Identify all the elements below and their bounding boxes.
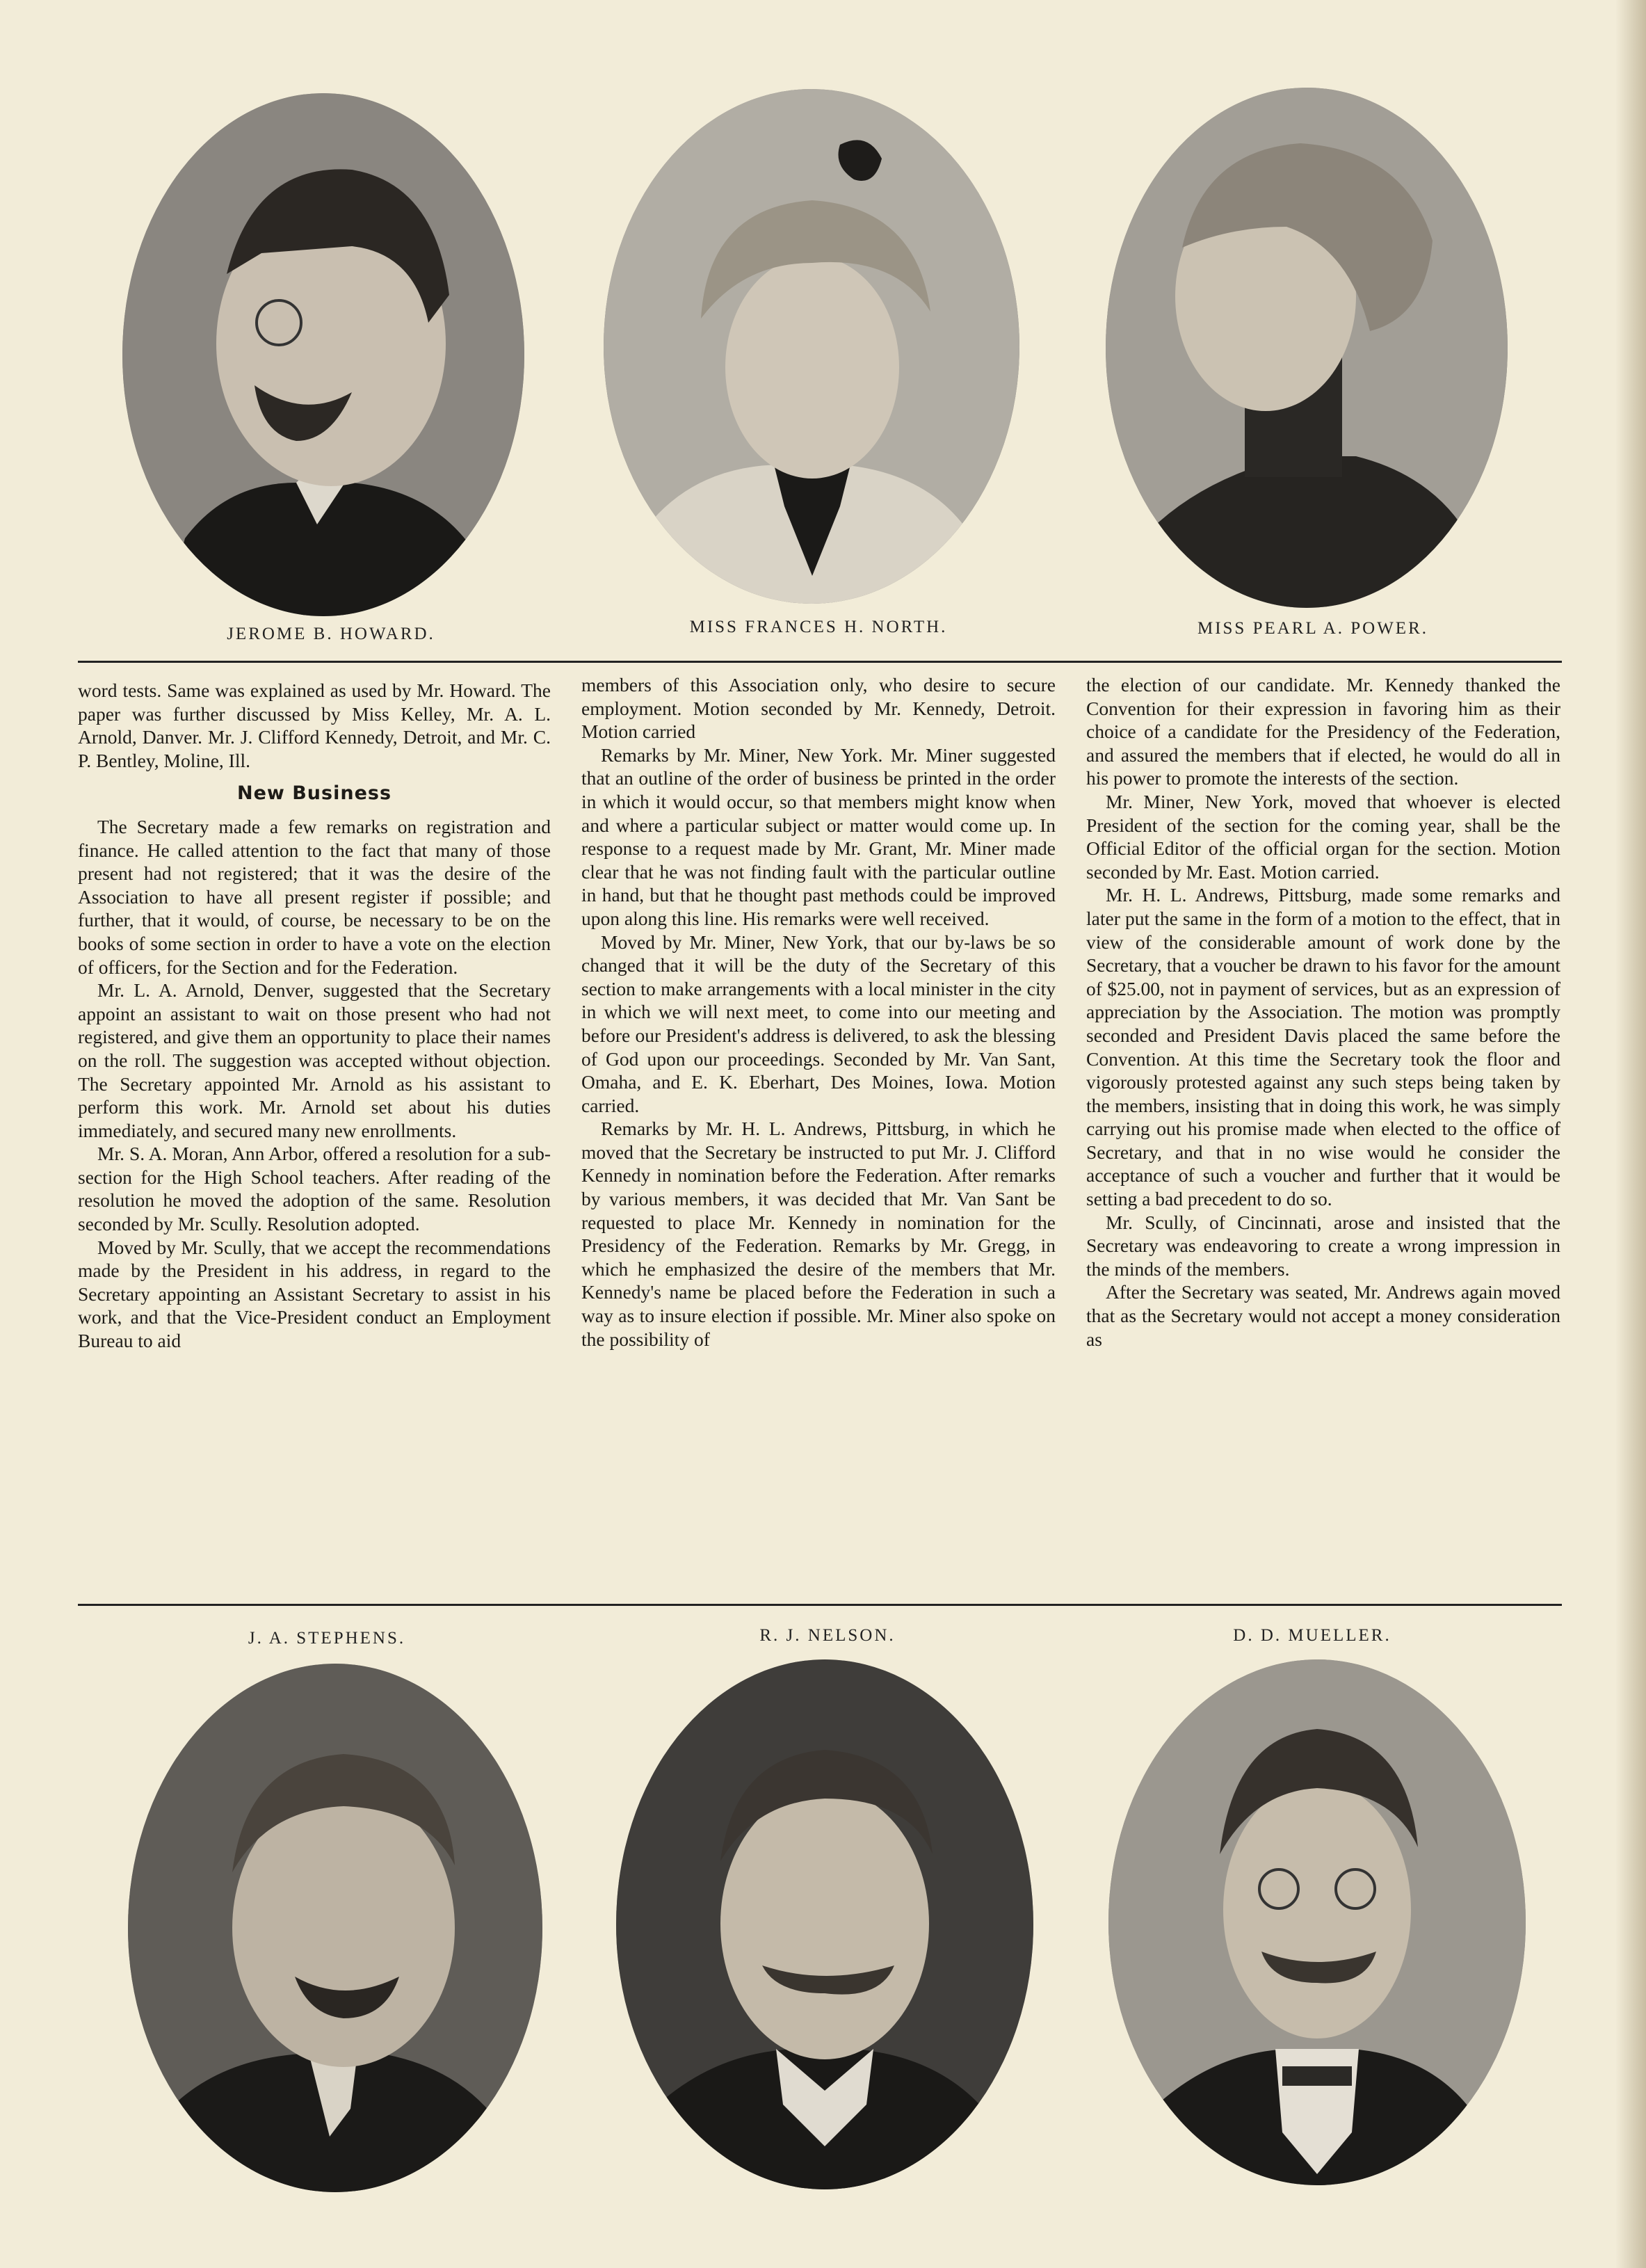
rule-bottom [78,1604,1562,1606]
rule-top [78,661,1562,663]
paragraph: Mr. S. A. Moran, Ann Arbor, offered a resolution for a sub-section for the High School teachers. After reading of the resolution he moved the adoption of the same. Resolution seconded by Mr. Scully. Resolution adopted. [78,1143,551,1235]
portrait-image [1108,1659,1526,2185]
paragraph: Moved by Mr. Scully, that we accept the recommendations made by the President in his address, in regard to the Secretary appointing an Assistant Secretary to assist in his work, and that the Vice-President conduct an Employment Bureau to aid [78,1236,551,1352]
text-column-2 [581,673,1056,1351]
paragraph: Moved by Mr. Miner, New York, that our by-laws be so changed that it will be the duty of the Secretary of this section to make arrangements with a local minister in the city in which we will next meet, to come into our meeting and before our President's address is delivered, to ask the blessing of God upon our proceedings. Seconded by Mr. Van Sant, Omaha, and E. K. Eberhart, Des Moines, Iowa. Motion carried. [581,931,1056,1116]
page-edge-shadow [1615,0,1646,2268]
paragraph: After the Secretary was seated, Mr. Andrews again moved that as the Secretary would not accept a money consideration as [1086,1281,1560,1350]
caption-rj-nelson: R. J. NELSON. [759,1626,896,1645]
paragraph: Mr. Miner, New York, moved that whoever is elected President of the section for the coming year, shall be the Official Editor of the official organ for the section. Motion seconded by Mr. East. Motion carried. [1086,790,1560,883]
portrait-image [1106,88,1508,608]
paragraph: Mr. Scully, of Cincinnati, arose and insisted that the Secretary was endeavoring to create a wrong impression in the minds of the members. [1086,1211,1560,1280]
paragraph: members of this Association only, who desire to secure employment. Motion seconded by Mr. Kennedy, Detroit. Motion carried [581,674,1056,743]
section-heading-new-business: New Business [236,782,392,805]
text-column-1 [78,679,551,1353]
paragraph: Mr. H. L. Andrews, Pittsburg, made some remarks and later put the same in the form of a motion to the effect, that in view of the considerable amount of work done by the Secretary, that a voucher be drawn to his favor for the amount of $25.00, not in payment of services, but as an expression of appreciation by the Association. The motion was promptly seconded and President Davis placed the same before the Convention. At this time the Secretary took the floor and vigorously protested against any such steps being taken by the members, insisting that in doing this work, he was simply carrying out his promise made when elected to the office of Secretary, and that in no wise would he consider the acceptance of such a voucher and further that it would be setting a bad precedent to do so. [1086,884,1560,1210]
paragraph: word tests. Same was explained as used by Mr. Howard. The paper was further discussed by Miss Kelley, Mr. A. L. Arnold, Danver. Mr. J. Clifford Kennedy, Detroit, and Mr. C. P. Bentley, Moline, Ill. [78,679,551,771]
portrait-image [122,93,524,616]
portrait-image [604,89,1019,604]
caption-pearl-power: MISS PEARL A. POWER. [1197,619,1429,638]
portrait-pearl-power [1106,88,1508,608]
paragraph: Remarks by Mr. Miner, New York. Mr. Miner suggested that an outline of the order of business be printed in the order in which it would occur, so that members might know when and where a particular subject or matter would come up. In response to a request made by Mr. Grant, Mr. Miner made clear that he was not finding fault with the particular outline in hand, but that he thought past methods could be improved upon along this line. His remarks were well received. [581,743,1056,929]
paragraph: The Secretary made a few remarks on registration and finance. He called attention to the fact that many of those present had not registered; that it was the desire of the Association to have all present register if possible; and further, that it would, of course, be necessary to be on the books of some section in order to have a vote on the election of officers, for the Section and for the Federation. [78,815,551,978]
portrait-image [128,1664,542,2192]
paragraph: Remarks by Mr. H. L. Andrews, Pittsburg, in which he moved that the Secretary be instructed to put Mr. J. Clifford Kennedy in nomination before the Federation. After remarks by various members, it was decided that Mr. Van Sant be requested to place Mr. Kennedy in nomination for the Presidency of the Federation. Remarks by Mr. Gregg, in which he emphasized the desire of the members that Mr. Kennedy's name be placed before the Federation in such a way as to insure election if possible. Mr. Miner also spoke on the possibility of [581,1118,1056,1350]
portrait-image [616,1659,1033,2189]
portrait-ja-stephens [128,1664,542,2192]
caption-dd-mueller: D. D. MUELLER. [1233,1626,1391,1645]
paragraph: Mr. L. A. Arnold, Denver, suggested that the Secretary appoint an assistant to wait on those present who had not registered, and give them an opportunity to place their names on the roll. The suggestion was accepted without objection. The Secretary appointed Mr. Arnold as his assistant to perform this work. Mr. Arnold set about his duties immediately, and secured many new enrollments. [78,979,551,1141]
text-column-3 [1086,673,1560,1351]
portrait-dd-mueller [1108,1659,1526,2185]
portrait-frances-north [604,89,1019,604]
paragraph: the election of our candidate. Mr. Kennedy thanked the Convention for their expression in favoring him as their choice of a candidate for the Presidency of the Federation, and assured the members that if elected, he would do all in his power to promote the interests of the section. [1086,674,1560,789]
portrait-rj-nelson [616,1659,1033,2189]
caption-ja-stephens: J. A. STEPHENS. [248,1629,406,1648]
caption-jerome-howard: JEROME B. HOWARD. [227,625,435,643]
caption-frances-north: MISS FRANCES H. NORTH. [689,618,948,636]
portrait-jerome-howard [122,93,524,616]
